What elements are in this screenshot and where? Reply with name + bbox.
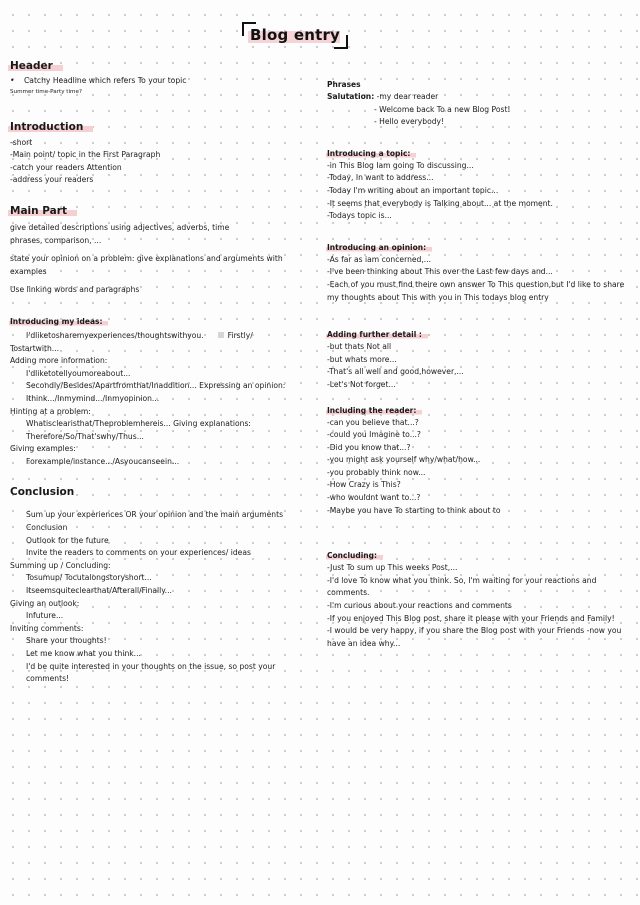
left-column [10,54,315,686]
outlook-line: Infuture... [26,611,64,621]
page-title-text: Blog entry [250,26,341,44]
hinting-line: Therefore/So/That'swhy/Thus... [26,431,144,441]
summing-line: Tosumup/ Tocutalongstoryshort... [26,573,152,583]
right-column [327,72,632,650]
topic-heading: Introducing a topic: [326,149,416,158]
concluding-line: -I'd love To know what you think. So, I'm waiting for your reactions and comments. [327,575,597,598]
reader-heading: Including the reader: [326,406,422,415]
topic-line: -Today I'm writing about an important topic... [327,185,499,195]
topic-line: -It seems that everybody is Talking about... at the moment. [327,198,553,208]
introduction-heading: Introduction [8,121,93,133]
topic-line: -Today, In want to address... [327,173,434,183]
reader-line: -Did you know that...? [327,442,411,452]
further-line: -but thats Not all [327,342,392,352]
topic-line: -Todays topic is... [327,211,392,221]
reader-line: -can you believe that...? [327,417,419,427]
header-example: Summer time-Party time? [10,88,82,95]
concluding-line: -I would be very happy, if you share the Blog post with your Friends -now you have an idea why... [327,626,622,648]
reader-line: -you probably think now... [327,467,426,477]
further-line: -Let's Not forget... [327,379,396,389]
adding-line: I'dliketotellyoumoreabout... [26,368,131,378]
topic-line: -in This Blog Iam going To discussing... [327,160,474,170]
ideas-line [10,330,315,343]
concluding-heading: Concluding: [326,551,383,560]
reader-line: -could you Imagine to...? [327,430,421,440]
salutation-line [327,91,632,104]
inviting-line: Share your thoughts! [26,636,107,646]
header-heading: Header [8,60,63,72]
header-bullet: • Catchy Headline which refers To your topic [10,75,315,88]
main-part-line: Use linking words and paragraphs [10,285,140,295]
salutation-line: - Welcome back To a new Blog Post! [374,104,511,114]
opinion-line: -As far as iam concerned,... [327,254,432,264]
further-line: -but whats more... [327,354,397,364]
conclusion-item: Invite the readers to comments on your experiences/ ideas [26,548,251,558]
title-frame [242,22,348,49]
inviting-line: Let me know what you think... [26,649,141,658]
page-title [242,22,348,49]
salutation-text: -my dear reader [374,92,439,101]
adding-line2: Secondly/Besides/Apartfromthat/Inaddition... Expressing an opinion: [26,381,286,391]
conclusion-item: Outlook for the future [26,535,109,545]
main-part-line: state your opinion on a problem: give explanations and arguments with examples [10,254,283,276]
conclusion-item: Sum up your experiences OR your opinion and the main arguments [26,510,284,520]
ideas-heading: Introducing my ideas: [9,317,108,326]
ideas-line1b: Firstly/ [227,330,253,340]
summing-line: Itseemsquiteclearthat/Afterall/Finally... [26,586,172,596]
reader-line: -Maybe you have To starting to think about to [327,505,501,515]
intro-line: -address your readers [10,175,94,185]
examples-label: Giving examples: [10,444,76,454]
salutation-label: Salutation: [327,92,375,101]
main-part-line: give detailed descriptions using adjectives, adverbs, time phrases, comparison, ... [10,222,230,245]
outlook-label: Giving an outlook: [10,598,80,608]
conclusion-item: Conclusion [26,523,68,533]
salutation-line: - Hello everybody! [374,117,445,127]
intro-line: -catch your readers Attention [10,162,122,172]
inviting-label: Inviting comments: [10,623,84,633]
reader-line: -you might ask yourself why/what/how... [327,455,481,465]
intro-line: -Main point/ topic in the First Paragraph [10,150,161,160]
reader-line: -who wouldnt want to...? [327,493,421,503]
adding-line [10,380,315,393]
inviting-line: I'd be quite interested in your thoughts on the issue, so post your comments! [26,661,276,684]
square-marker [218,332,224,338]
concluding-line: -Just To sum up This weeks Post,... [327,563,458,573]
summing-label: Summing up / Concluding: [10,560,111,570]
further-line: -That's all well and good,however,... [327,367,464,377]
further-heading: Adding further detail : [326,330,428,339]
concluding-line: -I'm curious about your reactions and comments [327,601,512,611]
conclusion-heading: Conclusion [10,486,75,499]
opinion-line: -Each of you must find theire own answer To This question,but I'd like to share my thoughts about This with you in This todays blog entry [327,279,625,302]
opinion-heading: Introducing an opinion: [326,243,432,252]
reader-line: -How Crazy is This? [327,480,401,490]
intro-line: -short [10,137,33,147]
phrases-heading: Phrases [327,80,361,89]
hinting-label: Hinting at a problem: [10,406,91,416]
ideas-line: Tostartwith... [10,343,60,353]
concluding-line: -If you enjoyed This Blog post, share it please with your Friends and Family! [327,613,615,623]
ideas-line1: I'dliketosharemyexperiences/thoughtswithyou. [26,330,204,340]
examples-line: Forexample/instance.../Asyoucanseein... [26,456,180,466]
adding-label: Adding more information: [10,356,108,366]
opinion-line: -I've been thinking about This over the Last few days and... [327,267,553,277]
hinting-line: Whatisclearisthat/Theproblemhereis... Giving explanations: [26,419,251,429]
opinion-line: Ithink.../Inmymind.../Inmyopinion... [26,393,160,403]
main-part-heading: Main Part [8,205,77,217]
